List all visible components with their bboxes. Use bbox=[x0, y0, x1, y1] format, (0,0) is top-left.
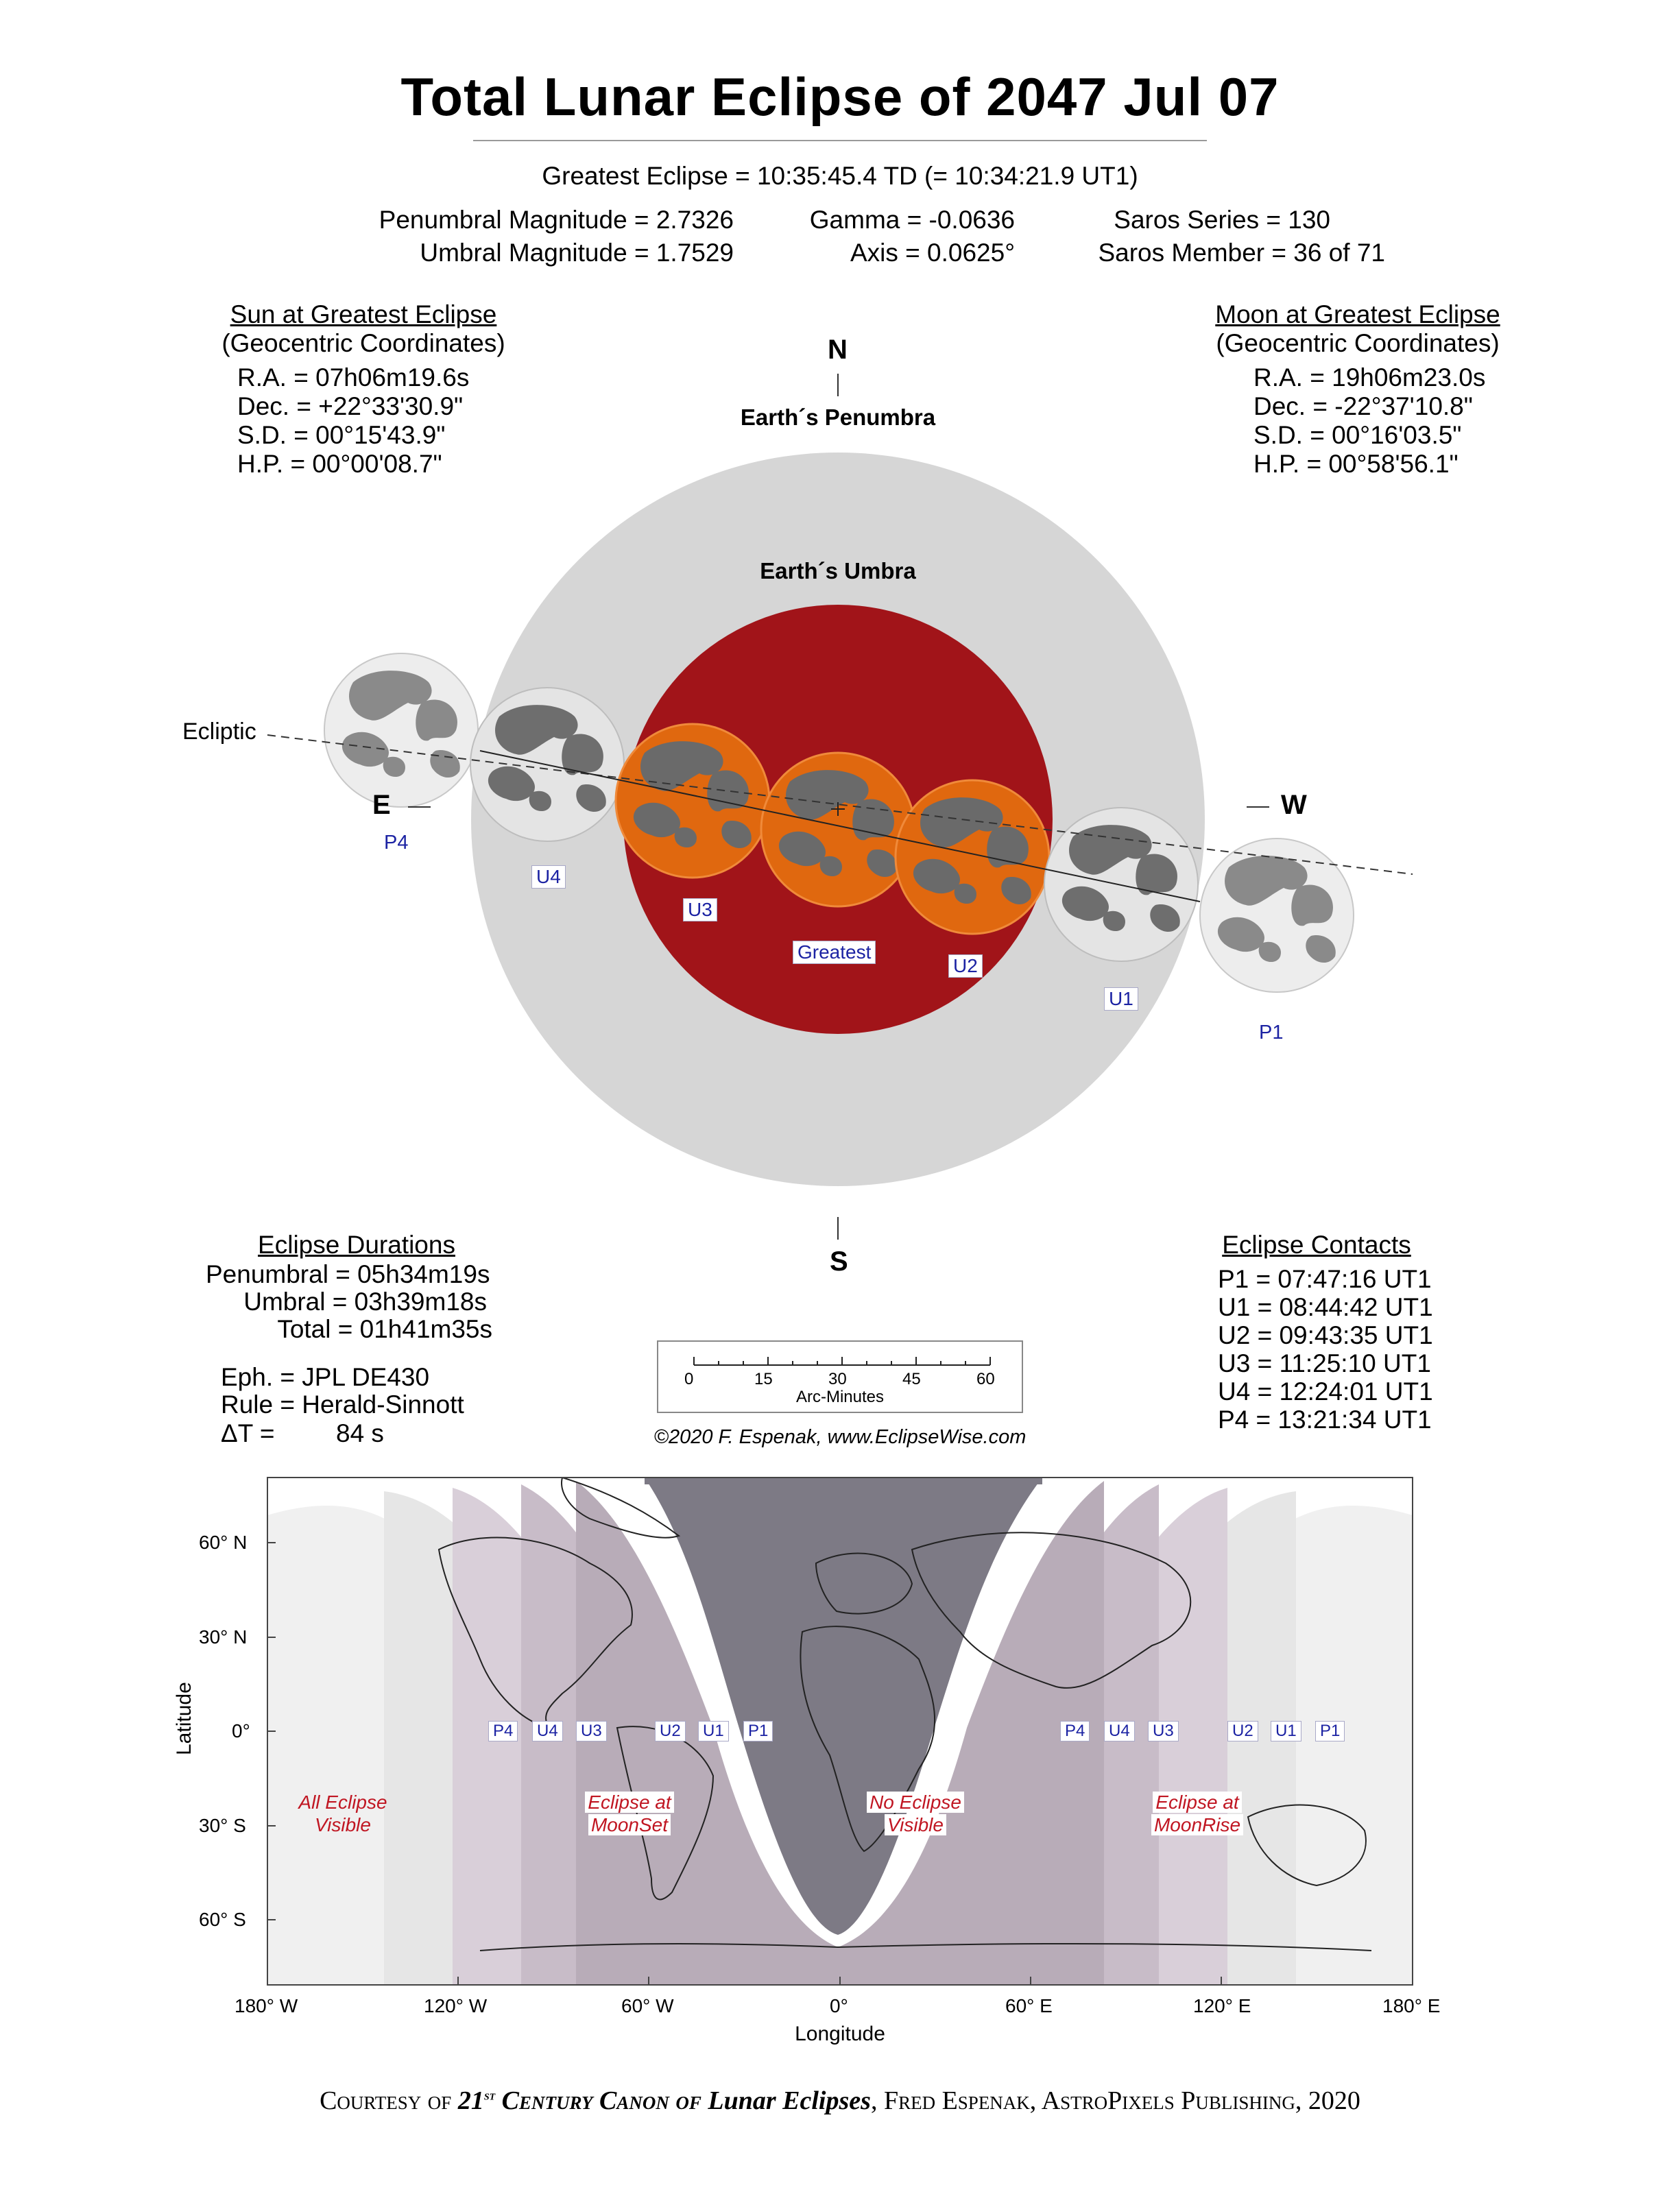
region-moonrise-line1: Eclipse at bbox=[1153, 1792, 1241, 1813]
contact-label-u1: U1 bbox=[1104, 987, 1138, 1011]
footer-courtesy: Courtesy of bbox=[320, 2086, 452, 2115]
lat-tick-30n: 30° N bbox=[199, 1626, 248, 1648]
scale-unit: Arc-Minutes bbox=[795, 1388, 885, 1406]
west-label: W bbox=[1281, 790, 1307, 820]
credit-line: ©2020 F. Espenak, www.EclipseWise.com bbox=[653, 1426, 1027, 1448]
moon-heading: Moon at Greatest Eclipse bbox=[1215, 300, 1500, 328]
scale-tick-0: 0 bbox=[684, 1370, 694, 1388]
footer-credit bbox=[0, 2086, 1680, 2116]
footer-book-sup: st bbox=[483, 2088, 496, 2103]
region-no-eclipse bbox=[840, 1791, 991, 1836]
map-label-west-u3: U3 bbox=[576, 1721, 607, 1741]
scale-tick-30: 30 bbox=[828, 1370, 847, 1388]
footer-book-title: Century Canon of bbox=[501, 2086, 701, 2115]
contact-u2: U2 = 09:43:35 UT1 bbox=[1218, 1321, 1433, 1349]
lat-tick-60n: 60° N bbox=[199, 1532, 248, 1553]
umbra-label: Earth´s Umbra bbox=[760, 558, 916, 583]
x-axis-title: Longitude bbox=[795, 2023, 885, 2045]
map-label-east-u4: U4 bbox=[1104, 1721, 1135, 1741]
y-axis-title: Latitude bbox=[173, 1682, 195, 1755]
delta-t-value: 84 s bbox=[336, 1419, 384, 1447]
page-title: Total Lunar Eclipse of 2047 Jul 07 bbox=[400, 67, 1280, 127]
greatest-eclipse: Greatest Eclipse = 10:35:45.4 TD (= 10:34:21.9 UT1) bbox=[542, 162, 1138, 190]
scale-tick-60: 60 bbox=[976, 1370, 995, 1388]
sun-sd: S.D. = 00°15'43.9" bbox=[237, 421, 446, 449]
region-all-line1: All Eclipse bbox=[298, 1792, 387, 1813]
region-moonrise bbox=[1122, 1791, 1273, 1836]
rule: Rule = Herald-Sinnott bbox=[221, 1390, 464, 1419]
contact-label-u4: U4 bbox=[531, 865, 566, 889]
lon-tick-120e: 120° E bbox=[1193, 1995, 1251, 2016]
duration-umbral: Umbral = 03h39m18s bbox=[243, 1288, 487, 1316]
contact-u4: U4 = 12:24:01 UT1 bbox=[1218, 1377, 1433, 1406]
contact-label-greatest: Greatest bbox=[793, 941, 876, 964]
sun-heading: Sun at Greatest Eclipse bbox=[230, 300, 497, 328]
lat-tick-0: 0° bbox=[232, 1720, 250, 1741]
scale-tick-15: 15 bbox=[754, 1370, 773, 1388]
map-label-west-p4: P4 bbox=[488, 1721, 518, 1741]
moon-ra: R.A. = 19h06m23.0s bbox=[1253, 363, 1486, 391]
umbral-magnitude: Umbral Magnitude = 1.7529 bbox=[420, 239, 734, 267]
penumbra-label: Earth´s Penumbra bbox=[740, 405, 936, 430]
south-label: S bbox=[830, 1246, 848, 1277]
scale-tick-45: 45 bbox=[902, 1370, 921, 1388]
moon-hp: H.P. = 00°58'56.1" bbox=[1253, 450, 1459, 478]
region-all-line2: Visible bbox=[315, 1814, 371, 1835]
duration-penumbral: Penumbral = 05h34m19s bbox=[206, 1260, 490, 1288]
moon-dec: Dec. = -22°37'10.8" bbox=[1253, 392, 1473, 420]
contact-label-u3: U3 bbox=[683, 898, 717, 921]
footer-rest: , Fred Espenak, AstroPixels Publishing, 2020 bbox=[870, 2086, 1360, 2115]
contact-u1: U1 = 08:44:42 UT1 bbox=[1218, 1293, 1433, 1321]
region-none-line2: Visible bbox=[885, 1814, 946, 1835]
contact-p1: P1 = 07:47:16 UT1 bbox=[1218, 1265, 1432, 1293]
lon-tick-180e: 180° E bbox=[1382, 1995, 1441, 2016]
lon-tick-120w: 120° W bbox=[424, 1995, 488, 2016]
axis-value: Axis = 0.0625° bbox=[850, 239, 1015, 267]
contact-p4: P4 = 13:21:34 UT1 bbox=[1218, 1406, 1432, 1434]
delta-t-label: ΔT = bbox=[221, 1419, 275, 1447]
footer-book-tail: Lunar Eclipses bbox=[708, 2086, 871, 2115]
sun-dec: Dec. = +22°33'30.9" bbox=[237, 392, 464, 420]
sun-ra: R.A. = 07h06m19.6s bbox=[237, 363, 470, 391]
contacts-heading: Eclipse Contacts bbox=[1222, 1231, 1411, 1259]
map-label-west-p1: P1 bbox=[743, 1721, 773, 1741]
map-label-east-p1: P1 bbox=[1315, 1721, 1345, 1741]
ecliptic-label: Ecliptic bbox=[182, 719, 256, 745]
region-moonset-line1: Eclipse at bbox=[585, 1792, 673, 1813]
contact-label-p4: P4 bbox=[384, 832, 409, 854]
moon-subheading: (Geocentric Coordinates) bbox=[1216, 329, 1500, 357]
duration-total: Total = 01h41m35s bbox=[277, 1315, 492, 1343]
map-label-west-u2: U2 bbox=[655, 1721, 686, 1741]
map-label-east-u2: U2 bbox=[1227, 1721, 1258, 1741]
no-eclipse-top bbox=[645, 1478, 1042, 1484]
sun-hp: H.P. = 00°00'08.7" bbox=[237, 450, 442, 478]
sun-subheading: (Geocentric Coordinates) bbox=[221, 329, 505, 357]
lon-tick-60e: 60° E bbox=[1005, 1995, 1053, 2016]
map-label-east-p4: P4 bbox=[1060, 1721, 1090, 1741]
contact-label-u2: U2 bbox=[948, 954, 983, 978]
saros-member: Saros Member = 36 of 71 bbox=[1098, 239, 1385, 267]
region-moonset bbox=[554, 1791, 705, 1836]
north-label: N bbox=[828, 335, 848, 365]
region-moonset-line2: MoonSet bbox=[588, 1814, 671, 1835]
contact-u3: U3 = 11:25:10 UT1 bbox=[1218, 1349, 1431, 1377]
lon-tick-60w: 60° W bbox=[621, 1995, 674, 2016]
penumbral-magnitude: Penumbral Magnitude = 2.7326 bbox=[379, 206, 734, 234]
map-label-west-u1: U1 bbox=[698, 1721, 729, 1741]
lat-tick-30s: 30° S bbox=[199, 1815, 246, 1836]
durations-heading: Eclipse Durations bbox=[258, 1231, 455, 1259]
footer-book-num: 21 bbox=[457, 2086, 484, 2115]
lon-tick-0: 0° bbox=[830, 1995, 848, 2016]
map-label-east-u3: U3 bbox=[1148, 1721, 1179, 1741]
region-all-eclipse bbox=[267, 1791, 418, 1836]
moon-sd: S.D. = 00°16'03.5" bbox=[1253, 421, 1462, 449]
contact-label-p1: P1 bbox=[1259, 1022, 1284, 1044]
gamma-value: Gamma = -0.0636 bbox=[809, 206, 1015, 234]
region-none-line1: No Eclipse bbox=[867, 1792, 964, 1813]
saros-series: Saros Series = 130 bbox=[1114, 206, 1330, 234]
map-label-west-u4: U4 bbox=[532, 1721, 563, 1741]
map-label-east-u1: U1 bbox=[1271, 1721, 1301, 1741]
east-label: E bbox=[372, 790, 391, 820]
ephemeris: Eph. = JPL DE430 bbox=[221, 1363, 430, 1391]
region-moonrise-line2: MoonRise bbox=[1151, 1814, 1243, 1835]
lat-tick-60s: 60° S bbox=[199, 1909, 246, 1930]
lon-tick-180w: 180° W bbox=[235, 1995, 298, 2016]
